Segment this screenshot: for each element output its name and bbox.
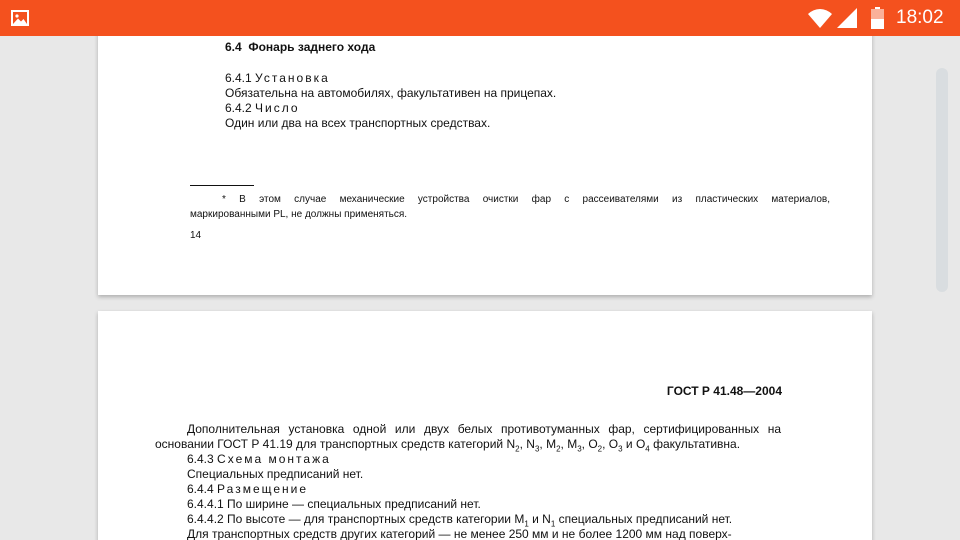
subsection-number: 6.4.4 bbox=[187, 482, 214, 496]
subsection-title: Установка bbox=[255, 71, 330, 85]
section-number: 6.4 bbox=[225, 40, 242, 54]
category-letter: O bbox=[588, 437, 598, 451]
gallery-icon bbox=[11, 10, 29, 26]
category-subscript: 3 bbox=[618, 444, 623, 454]
clock: 18:02 bbox=[896, 7, 944, 28]
scrollbar-thumb[interactable] bbox=[936, 68, 948, 292]
subsection-number: 6.4.3 bbox=[187, 452, 214, 466]
category-subscript: 4 bbox=[645, 444, 650, 454]
footnote-rule bbox=[190, 185, 254, 186]
category-letter: O bbox=[608, 437, 619, 451]
category-letter: M bbox=[546, 437, 557, 451]
subsection-text: Обязательна на автомобилях, факультативен на прицепах. bbox=[225, 86, 557, 100]
paragraph-text: факультативна. bbox=[653, 437, 741, 451]
footnote-line: * В этом случае механические устройства очистки фар с рассеивателями из пластических материалов, bbox=[222, 194, 830, 205]
document-header: ГОСТ Р 41.48—2004 bbox=[666, 384, 782, 398]
category-letter: M bbox=[567, 437, 578, 451]
subsection-title: Число bbox=[255, 101, 300, 115]
category-letter: O bbox=[635, 437, 646, 451]
clause-text: специальных предписаний нет. bbox=[555, 512, 733, 526]
subsection-heading-6-4-3 bbox=[187, 452, 331, 466]
category-subscript: 2 bbox=[515, 444, 520, 454]
category-subscript: 3 bbox=[534, 444, 540, 454]
subsection-text: Специальных предписаний нет. bbox=[187, 467, 364, 481]
clause-text: и N bbox=[528, 512, 551, 526]
subsection-heading-6-4-4 bbox=[187, 482, 308, 496]
category-subscript: 2 bbox=[597, 444, 603, 454]
category-subscript: 1 bbox=[550, 519, 556, 529]
footnote-line: маркированными PL, не должны применяться. bbox=[190, 209, 408, 220]
status-bar bbox=[0, 0, 960, 36]
subsection-heading-6-4-2 bbox=[225, 101, 300, 115]
document-page-15 bbox=[98, 311, 872, 540]
clause-6-4-4-1: 6.4.4.1 По ширине — специальных предписаний нет. bbox=[187, 497, 481, 511]
subsection-title: Размещение bbox=[217, 482, 309, 496]
paragraph-text: основании ГОСТ Р 41.19 для транспортных средств категорий N bbox=[155, 437, 516, 451]
clause-6-4-4-2 bbox=[187, 512, 733, 529]
paragraph-line: Для транспортных средств других категорий — не менее 250 мм и не более 1200 мм над поверх- bbox=[187, 527, 732, 540]
subsection-number: 6.4.2 bbox=[225, 101, 252, 115]
subsection-number: 6.4.1 bbox=[225, 71, 252, 85]
subsection-text: Один или два на всех транспортных средствах. bbox=[225, 116, 491, 130]
category-letter: N bbox=[526, 437, 535, 451]
category-subscript: 3 bbox=[577, 444, 582, 454]
signal-icon bbox=[837, 8, 857, 28]
section-title: Фонарь заднего хода bbox=[248, 40, 376, 54]
paragraph-line: основании ГОСТ Р 41.19 для транспортных средств категорий $N_2$, $N_3$, $M_2$, $M_3$, $O_2$, $O_3$ и $O_4$ факультативна. bbox=[155, 437, 741, 454]
wifi-icon bbox=[808, 8, 832, 28]
category-subscript: 1 bbox=[524, 519, 529, 529]
paragraph-line: Дополнительная установка одной или двух белых противотуманных фар, сертифицированных на bbox=[187, 422, 781, 436]
section-heading-6-4 bbox=[225, 40, 375, 54]
document-viewer[interactable] bbox=[0, 36, 960, 540]
category-subscript: 2 bbox=[556, 444, 561, 454]
document-page-14 bbox=[98, 36, 872, 295]
subsection-heading-6-4-1 bbox=[225, 71, 330, 85]
clause-text: 6.4.4.2 По высоте — для транспортных средств категории M bbox=[187, 512, 525, 526]
page-number: 14 bbox=[190, 230, 202, 241]
subsection-title: Схема монтажа bbox=[217, 452, 331, 466]
battery-icon bbox=[871, 7, 884, 29]
